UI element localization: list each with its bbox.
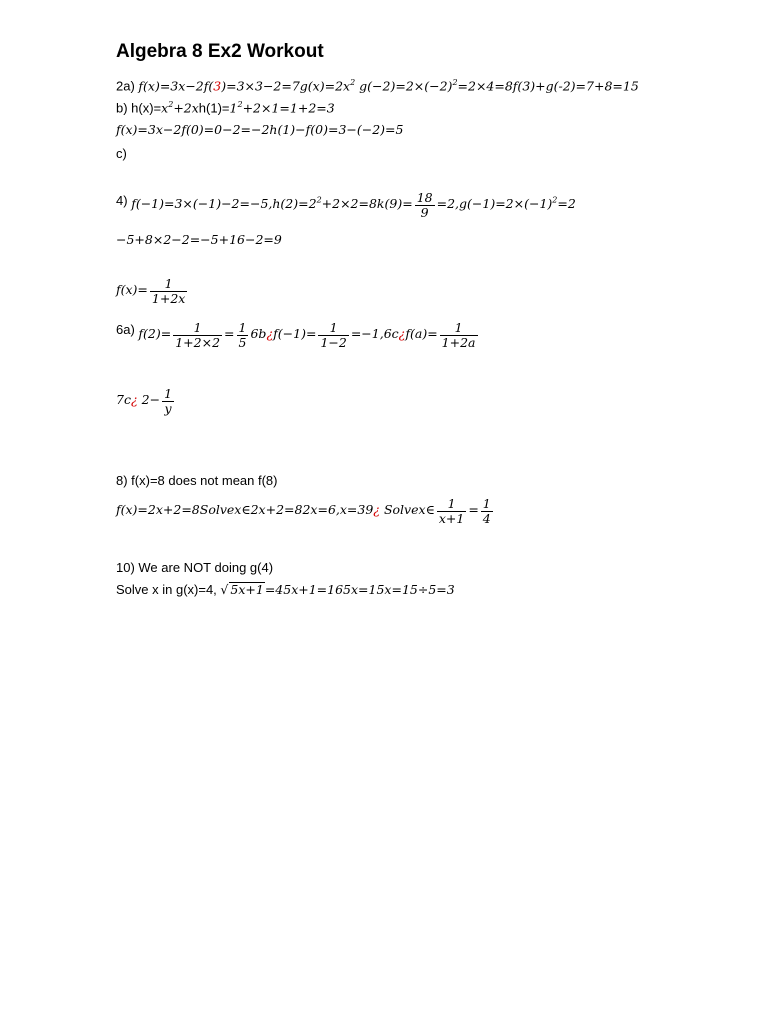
math-expression: +2×2=8k(9)= — [321, 195, 413, 211]
exponent: 2 — [316, 195, 322, 205]
math-expression: f(a)= — [405, 325, 438, 341]
math-expression: f(x)=3x−2f( — [138, 78, 214, 94]
function-definition — [116, 276, 189, 305]
math-expression: = — [224, 325, 235, 341]
question-8-text: 8) f(x)=8 does not mean f(8) — [116, 473, 278, 488]
math-expression: f(x)= — [116, 281, 148, 297]
math-expression: f(−1)= — [273, 325, 317, 341]
question-label: 2a) — [116, 78, 135, 94]
math-expression: 7c — [116, 391, 131, 407]
exponent: 2 — [168, 100, 174, 109]
math-expression: g(−2)=2×(−2) — [355, 78, 453, 94]
question-2b — [116, 100, 335, 115]
math-expression: = — [468, 501, 479, 517]
fraction: $\frac{18}{9}$ — [416, 190, 433, 220]
math-expression: f(−1)=3×(−1)−2=−5,h(2)=2 — [131, 195, 317, 211]
question-2c: c) — [116, 146, 127, 161]
math-text: h(1)= — [198, 100, 230, 116]
root-sign: √ — [220, 582, 229, 597]
question-label: 4) — [116, 192, 128, 208]
math-expression: +2x — [173, 100, 199, 116]
highlighted-value: 3 — [213, 78, 222, 94]
exponent: 2 — [237, 100, 243, 109]
math-expression: +2×1=1+2=3 — [242, 100, 335, 116]
math-expression: =45x+1=165x=15x=15÷5=3 — [264, 582, 455, 597]
question-2b-line2: f(x)=3x−2f(0)=0−2=−2h(1)−f(0)=3−(−2)=5 — [116, 122, 404, 137]
fraction: $\frac{1}{1+2a}$ — [441, 320, 476, 350]
math-expression: =−1,6c — [350, 325, 399, 341]
math-expression: x — [161, 100, 169, 116]
question-6a — [116, 320, 480, 349]
radicand: 5x+1 — [230, 582, 264, 597]
math-expression: 1 — [229, 100, 238, 116]
fraction: $\frac{1}{y}$ — [164, 386, 173, 416]
exponent: 2 — [350, 78, 356, 87]
question-4-line2: −5+8×2−2=−5+16−2=9 — [116, 232, 282, 247]
question-7c — [116, 386, 176, 415]
math-expression: =2 — [557, 195, 576, 211]
math-expression: )=3×3−2=7g(x)=2x — [221, 78, 351, 94]
fraction: $\frac{1}{1+2x}$ — [151, 276, 186, 306]
math-expression: Solvex∈ — [380, 501, 435, 517]
fraction: $\frac{1}{1+2\times 2}$ — [175, 320, 221, 350]
exponent: 2 — [552, 195, 558, 205]
fraction: $\frac{1}{5}$ — [238, 320, 247, 350]
error-symbol: ¿ — [266, 325, 274, 341]
question-8 — [116, 496, 495, 525]
fraction: $\frac{1}{4}$ — [482, 496, 491, 526]
question-4 — [116, 190, 576, 219]
question-label: b) h(x)= — [116, 100, 162, 116]
math-expression: f(2)= — [138, 325, 172, 341]
math-expression: 6b — [250, 325, 267, 341]
math-expression: f(x)=2x+2=8Solvex∈2x+2=82x=6,x=39 — [116, 501, 374, 517]
exponent: 2 — [452, 78, 458, 87]
math-expression: =2×4=8f(3)+g(-2)=7+8=15 — [457, 78, 639, 94]
error-symbol: ¿ — [373, 501, 380, 517]
fraction: $\frac{1}{1-2}$ — [320, 320, 347, 350]
question-label: 6a) — [116, 321, 135, 337]
error-symbol: ¿ — [398, 325, 406, 341]
math-expression: =2,g(−1)=2×(−1) — [436, 195, 553, 211]
fraction: $\frac{1}{x+1}$ — [438, 496, 465, 526]
question-text: Solve x in g(x)=4, — [116, 582, 221, 597]
page-title: Algebra 8 Ex2 Workout — [116, 41, 324, 62]
question-10-text: 10) We are NOT doing g(4) — [116, 560, 274, 575]
math-expression: 2− — [137, 391, 161, 407]
question-2a — [116, 78, 639, 93]
error-symbol: ¿ — [130, 391, 138, 407]
question-10 — [116, 582, 455, 597]
